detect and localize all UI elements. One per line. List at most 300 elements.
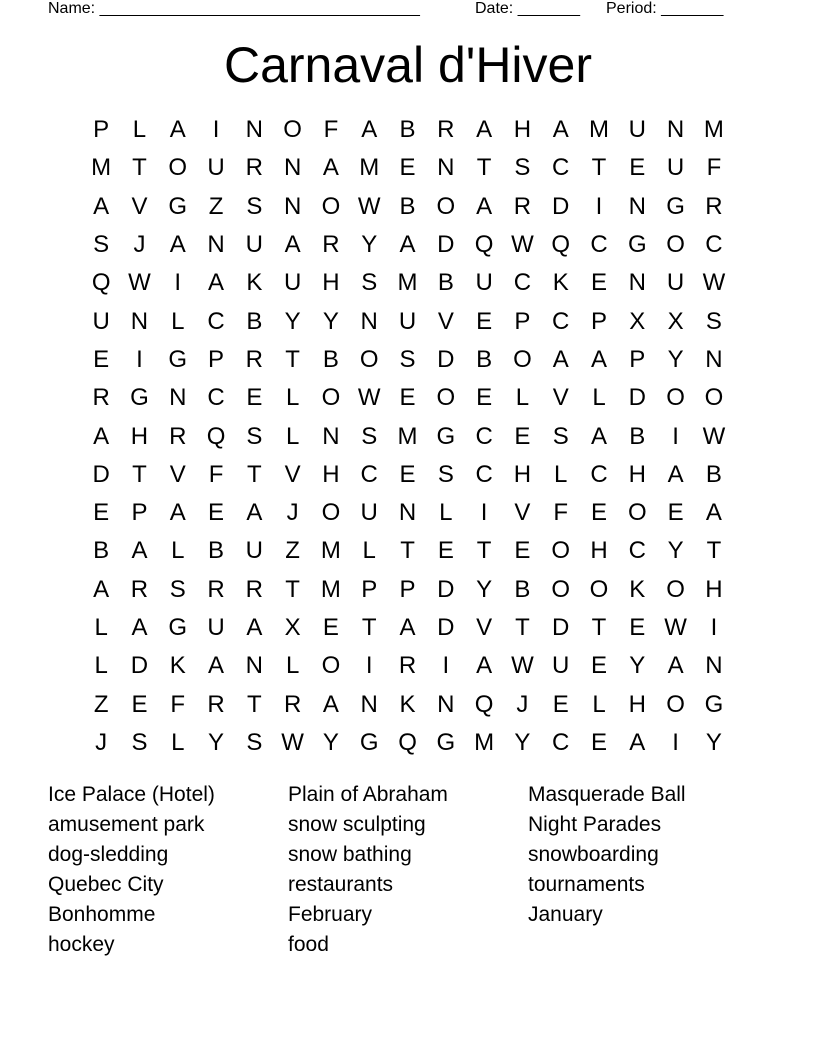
grid-letter[interactable]: G [168,192,188,220]
word-list-item: Bonhomme [48,903,156,926]
grid-letter[interactable]: C [475,422,493,450]
grid-letter[interactable]: Q [398,728,417,756]
grid-letter[interactable]: T [591,614,607,641]
grid-letter[interactable]: I [212,116,220,144]
grid-letter[interactable]: N [437,154,455,182]
grid-letter[interactable]: F [208,460,224,488]
grid-letter[interactable]: U [666,154,685,182]
grid-letter[interactable]: I [672,728,679,756]
grid-letter[interactable]: E [591,499,608,527]
grid-letter[interactable]: Q [474,231,494,259]
grid-letter[interactable]: T [361,614,377,641]
grid-letter[interactable]: Y [476,575,493,603]
grid-letter[interactable]: B [399,116,416,144]
grid-letter[interactable]: P [93,116,110,144]
grid-letter[interactable]: I [672,422,679,450]
grid-letter[interactable]: C [360,460,378,488]
word-list-item: Night Parades [528,813,662,836]
grid-letter[interactable]: I [365,652,373,680]
grid-letter[interactable]: B [246,307,263,335]
grid-letter[interactable]: M [320,575,341,603]
grid-letter[interactable]: O [283,116,302,144]
grid-letter[interactable]: A [476,192,493,220]
grid-letter[interactable]: K [169,652,186,680]
grid-letter[interactable]: S [131,728,148,756]
grid-letter[interactable]: B [514,575,531,603]
grid-letter[interactable]: G [168,345,188,373]
grid-letter[interactable]: N [705,345,723,373]
grid-letter[interactable]: O [589,575,609,603]
grid-letter[interactable]: N [398,499,417,527]
grid-letter[interactable]: Y [667,345,684,373]
grid-letter[interactable]: K [552,269,569,297]
grid-letter[interactable]: S [246,192,263,220]
grid-letter[interactable]: E [131,690,148,718]
grid-letter[interactable]: I [710,614,718,641]
grid-letter[interactable]: W [702,422,726,450]
grid-letter[interactable]: Y [361,231,378,259]
grid-letter[interactable]: L [171,307,185,335]
grid-letter[interactable]: O [666,690,685,718]
grid-letter[interactable]: V [476,614,493,641]
grid-letter[interactable]: X [629,307,646,335]
grid-letter[interactable]: R [169,422,187,450]
grid-letter[interactable]: O [513,345,532,373]
grid-letter[interactable]: A [246,614,263,641]
grid-letter[interactable]: A [208,269,225,297]
grid-letter[interactable]: Z [208,192,224,220]
grid-letter[interactable]: R [513,192,532,220]
grid-letter[interactable]: Q [551,231,571,259]
grid-letter[interactable]: S [246,728,263,756]
grid-letter[interactable]: P [399,575,416,603]
grid-letter[interactable]: E [208,499,225,527]
grid-letter[interactable]: U [360,499,378,527]
grid-letter[interactable]: W [357,192,381,220]
grid-letter[interactable]: Q [206,422,226,450]
grid-letter[interactable]: M [359,154,380,182]
grid-letter[interactable]: E [667,499,684,527]
grid-letter[interactable]: A [552,345,569,373]
grid-letter[interactable]: U [398,307,417,335]
grid-letter[interactable]: Y [629,652,646,680]
grid-letter[interactable]: X [284,614,301,641]
grid-letter[interactable]: F [170,690,186,718]
grid-letter[interactable]: A [399,231,416,259]
grid-letter[interactable]: D [437,231,455,259]
grid-letter[interactable]: B [322,345,339,373]
grid-letter[interactable]: L [592,384,606,412]
grid-letter[interactable]: A [208,652,225,680]
grid-letter[interactable]: S [361,422,378,450]
grid-letter[interactable]: C [552,728,570,756]
grid-letter[interactable]: M [703,116,724,144]
grid-letter[interactable]: O [321,384,341,412]
grid-letter[interactable]: O [666,384,685,412]
grid-letter[interactable]: T [247,690,262,718]
grid-letter[interactable]: U [92,307,110,335]
grid-letter[interactable]: D [552,614,570,641]
grid-letter[interactable]: G [704,690,724,718]
grid-letter[interactable]: R [130,575,149,603]
grid-letter[interactable]: R [283,690,302,718]
grid-letter[interactable]: D [92,460,110,488]
grid-letter[interactable]: P [629,345,646,373]
grid-letter[interactable]: A [284,231,301,259]
grid-letter[interactable]: B [629,422,646,450]
grid-letter[interactable]: U [475,269,493,297]
grid-letter[interactable]: O [666,575,685,603]
grid-letter[interactable]: L [94,652,108,680]
grid-letter[interactable]: C [207,307,225,335]
period-field-label[interactable]: Period: _______ [606,0,724,17]
grid-letter[interactable]: E [93,345,110,373]
grid-letter[interactable]: D [437,345,455,373]
grid-letter[interactable]: J [516,690,529,718]
grid-letter[interactable]: E [591,652,608,680]
grid-letter[interactable]: F [706,154,722,182]
grid-letter[interactable]: A [131,614,148,641]
grid-letter[interactable]: C [552,307,570,335]
grid-letter[interactable]: R [207,575,225,603]
grid-letter[interactable]: C [475,460,493,488]
grid-letter[interactable]: A [246,499,263,527]
grid-letter[interactable]: Y [322,728,339,756]
grid-letter[interactable]: A [93,422,110,450]
grid-letter[interactable]: O [704,384,724,412]
grid-letter[interactable]: A [705,499,722,527]
grid-letter[interactable]: Y [514,728,531,756]
grid-letter[interactable]: N [169,384,187,412]
grid-letter[interactable]: E [591,269,608,297]
grid-letter[interactable]: G [436,422,456,450]
grid-letter[interactable]: M [91,154,112,182]
grid-letter[interactable]: E [322,614,339,641]
grid-letter[interactable]: N [628,192,646,220]
grid-letter[interactable]: I [595,192,603,220]
grid-letter[interactable]: A [629,728,646,756]
grid-letter[interactable]: N [322,422,340,450]
grid-letter[interactable]: W [664,614,687,641]
grid-letter[interactable]: L [285,422,300,450]
word-list-item: snow sculpting [288,813,426,836]
grid-letter[interactable]: E [629,154,646,182]
grid-letter[interactable]: L [285,384,300,412]
grid-letter[interactable]: T [591,154,607,182]
grid-letter[interactable]: C [513,269,532,297]
grid-letter[interactable]: F [553,499,569,527]
grid-letter[interactable]: R [92,384,110,412]
grid-letter[interactable]: W [511,231,534,259]
grid-letter[interactable]: O [666,231,685,259]
grid-letter[interactable]: O [321,192,341,220]
grid-letter[interactable]: T [285,575,300,603]
grid-letter[interactable]: B [208,537,225,565]
grid-letter[interactable]: H [322,460,340,488]
grid-letter[interactable]: R [398,652,417,680]
grid-letter[interactable]: Z [93,690,109,718]
grid-letter[interactable]: L [515,384,530,412]
grid-letter[interactable]: O [436,192,456,220]
grid-letter[interactable]: G [666,192,685,220]
grid-letter[interactable]: S [514,154,531,182]
grid-letter[interactable]: N [705,652,723,680]
grid-letter[interactable]: O [627,499,647,527]
grid-letter[interactable]: U [245,231,263,259]
grid-letter[interactable]: A [591,422,608,450]
grid-letter[interactable]: E [476,384,493,412]
grid-letter[interactable]: A [322,154,339,182]
grid-letter[interactable]: D [437,614,455,641]
grid-letter[interactable]: N [628,269,646,297]
word-list-item: snow bathing [288,843,412,866]
grid-letter[interactable]: E [399,384,416,412]
grid-letter[interactable]: T [400,537,415,565]
grid-letter[interactable]: C [207,384,225,412]
grid-letter[interactable]: Y [208,728,225,756]
grid-letter[interactable]: H [628,690,646,718]
grid-letter[interactable]: A [131,537,148,565]
grid-letter[interactable]: I [442,652,450,680]
grid-letter[interactable]: L [94,614,108,641]
word-list-item: Masquerade Ball [528,783,686,806]
grid-letter[interactable]: H [130,422,149,450]
grid-letter[interactable]: N [283,154,302,182]
grid-letter[interactable]: U [207,154,225,182]
grid-letter[interactable]: H [628,460,646,488]
grid-letter[interactable]: R [437,116,455,144]
grid-letter[interactable]: V [169,460,186,488]
grid-letter[interactable]: X [667,307,684,335]
grid-letter[interactable]: N [360,307,378,335]
grid-letter[interactable]: T [515,614,530,641]
grid-letter[interactable]: A [361,116,378,144]
grid-letter[interactable]: P [208,345,225,373]
grid-letter[interactable]: S [169,575,186,603]
grid-letter[interactable]: S [399,345,416,373]
grid-letter[interactable]: B [705,460,722,488]
grid-letter[interactable]: U [552,652,570,680]
grid-letter[interactable]: D [130,652,149,680]
grid-letter[interactable]: E [591,728,608,756]
grid-letter[interactable]: A [476,116,493,144]
grid-letter[interactable]: A [169,116,186,144]
grid-letter[interactable]: N [207,231,225,259]
grid-letter[interactable]: C [590,460,608,488]
grid-letter[interactable]: P [361,575,378,603]
grid-letter[interactable]: W [702,269,726,297]
grid-letter[interactable]: A [322,690,339,718]
grid-letter[interactable]: H [513,460,532,488]
grid-letter[interactable]: A [399,614,416,641]
grid-letter[interactable]: B [399,192,416,220]
grid-letter[interactable]: P [591,307,608,335]
grid-letter[interactable]: T [132,460,147,488]
grid-letter[interactable]: H [705,575,723,603]
grid-letter[interactable]: D [552,192,570,220]
grid-letter[interactable]: W [128,269,151,297]
grid-letter[interactable]: S [246,422,263,450]
grid-letter[interactable]: U [628,116,646,144]
grid-letter[interactable]: M [397,269,418,297]
grid-letter[interactable]: Q [474,690,494,718]
grid-letter[interactable]: R [245,575,263,603]
grid-letter[interactable]: Y [705,728,722,756]
grid-letter[interactable]: D [437,575,455,603]
grid-letter[interactable]: J [95,728,108,756]
grid-letter[interactable]: W [357,384,381,412]
grid-letter[interactable]: Z [285,537,300,565]
grid-letter[interactable]: V [514,499,531,527]
name-field-label[interactable]: Name: ____________________________________ [48,0,420,17]
grid-letter[interactable]: H [513,116,532,144]
grid-letter[interactable]: A [93,192,110,220]
grid-letter[interactable]: N [245,652,263,680]
grid-letter[interactable]: F [323,116,339,144]
grid-letter[interactable]: O [168,154,188,182]
grid-letter[interactable]: L [362,537,376,565]
grid-letter[interactable]: T [476,537,492,565]
grid-letter[interactable]: K [399,690,416,718]
grid-letter[interactable]: M [589,116,609,144]
grid-letter[interactable]: T [132,154,147,182]
grid-letter[interactable]: N [437,690,455,718]
grid-letter[interactable]: A [591,345,608,373]
grid-letter[interactable]: N [666,116,685,144]
grid-letter[interactable]: M [397,422,418,450]
grid-letter[interactable]: V [437,307,454,335]
grid-letter[interactable]: L [592,690,606,718]
grid-letter[interactable]: M [320,537,341,565]
grid-letter[interactable]: T [285,345,300,373]
grid-letter[interactable]: W [281,728,304,756]
grid-letter[interactable]: E [629,614,646,641]
grid-letter[interactable]: E [514,422,531,450]
grid-letter[interactable]: T [476,154,492,182]
grid-letter[interactable]: L [171,537,185,565]
grid-letter[interactable]: A [169,231,186,259]
grid-letter[interactable]: G [168,614,188,641]
grid-letter[interactable]: I [174,269,182,297]
grid-letter[interactable]: G [436,728,456,756]
grid-letter[interactable]: I [136,345,143,373]
grid-letter[interactable]: L [285,652,300,680]
grid-letter[interactable]: E [246,384,263,412]
grid-letter[interactable]: D [628,384,646,412]
grid-letter[interactable]: N [283,192,302,220]
grid-letter[interactable]: E [399,154,416,182]
grid-letter[interactable]: W [511,652,534,680]
grid-letter[interactable]: H [322,269,340,297]
grid-letter[interactable]: G [359,728,379,756]
date-field-label[interactable]: Date: _______ [475,0,580,17]
grid-letter[interactable]: R [322,231,340,259]
grid-letter[interactable]: S [93,231,110,259]
grid-letter[interactable]: N [245,116,263,144]
grid-letter[interactable]: Y [284,307,301,335]
grid-letter[interactable]: L [554,460,568,488]
grid-letter[interactable]: L [439,499,453,527]
grid-letter[interactable]: P [131,499,148,527]
grid-letter[interactable]: E [514,537,531,565]
grid-letter[interactable]: C [590,231,608,259]
grid-letter[interactable]: H [590,537,608,565]
grid-letter[interactable]: J [133,231,146,259]
grid-letter[interactable]: B [476,345,493,373]
grid-letter[interactable]: P [514,307,531,335]
grid-letter[interactable]: J [286,499,299,527]
word-list-item: dog-sledding [48,843,169,866]
grid-letter[interactable]: O [321,499,341,527]
grid-letter[interactable]: C [705,231,723,259]
grid-letter[interactable]: U [245,537,263,565]
grid-letter[interactable]: S [361,269,378,297]
grid-letter[interactable]: A [93,575,110,603]
grid-letter[interactable]: O [436,384,456,412]
grid-letter[interactable]: S [437,460,454,488]
grid-letter[interactable]: B [437,269,454,297]
grid-letter[interactable]: M [474,728,495,756]
grid-letter[interactable]: G [130,384,149,412]
grid-letter[interactable]: A [476,652,493,680]
grid-letter[interactable]: E [552,690,569,718]
grid-letter[interactable]: Q [91,269,111,297]
grid-letter[interactable]: B [93,537,110,565]
word-list-item: snowboarding [528,843,659,866]
grid-letter[interactable]: I [480,499,488,527]
word-list-item: tournaments [528,873,645,896]
grid-letter[interactable]: E [93,499,110,527]
grid-letter[interactable]: A [552,116,569,144]
grid-letter[interactable]: K [629,575,646,603]
grid-letter[interactable]: L [171,728,185,756]
grid-letter[interactable]: O [551,575,571,603]
grid-letter[interactable]: G [627,231,647,259]
grid-letter[interactable]: Y [322,307,339,335]
grid-letter[interactable]: U [666,269,685,297]
grid-letter[interactable]: A [667,460,684,488]
grid-letter[interactable]: R [245,345,263,373]
grid-letter[interactable]: L [132,116,147,144]
grid-letter[interactable]: O [359,345,379,373]
grid-letter[interactable]: E [437,537,454,565]
grid-letter[interactable]: V [131,192,148,220]
grid-letter[interactable]: R [207,690,225,718]
grid-letter[interactable]: E [399,460,416,488]
grid-letter[interactable]: E [476,307,493,335]
grid-letter[interactable]: C [552,154,570,182]
grid-letter[interactable]: O [321,652,341,680]
grid-letter[interactable]: U [207,614,225,641]
grid-letter[interactable]: C [628,537,646,565]
grid-letter[interactable]: V [552,384,569,412]
grid-letter[interactable]: Y [667,537,684,565]
grid-letter[interactable]: K [246,269,263,297]
grid-letter[interactable]: A [667,652,684,680]
grid-letter[interactable]: U [283,269,302,297]
grid-letter[interactable]: A [169,499,186,527]
grid-letter[interactable]: R [245,154,263,182]
grid-letter[interactable]: N [360,690,378,718]
grid-letter[interactable]: S [705,307,722,335]
grid-letter[interactable]: V [284,460,301,488]
grid-letter[interactable]: T [706,537,722,565]
grid-letter[interactable]: T [247,460,262,488]
grid-letter[interactable]: O [551,537,571,565]
grid-letter[interactable]: S [552,422,569,450]
grid-letter[interactable]: R [705,192,723,220]
grid-letter[interactable]: N [130,307,149,335]
